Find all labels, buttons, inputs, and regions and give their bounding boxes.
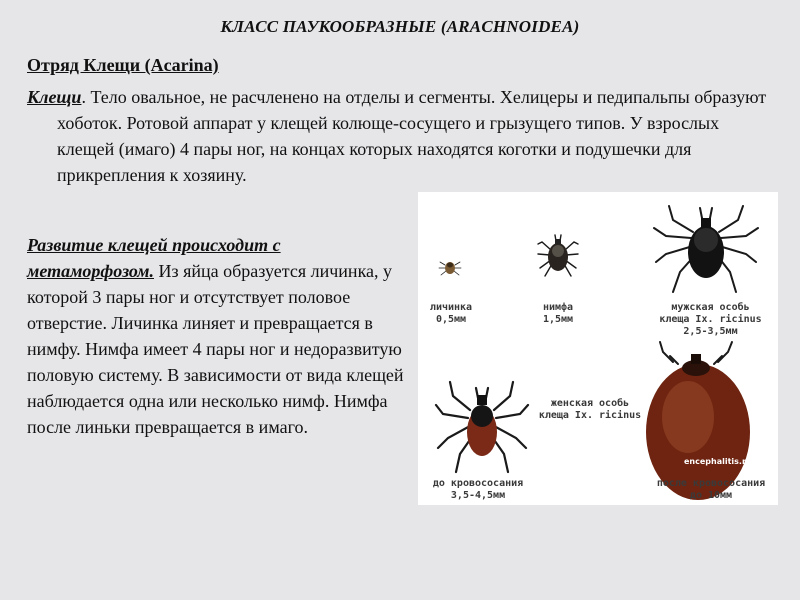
caption-nymph: нимфа 1,5мм — [542, 302, 574, 325]
watermark-text: encephalitis.ru — [684, 457, 752, 466]
tick-stages-figure — [418, 192, 778, 505]
caption-male: мужская особь клеща Ix. ricinus 2,5-3,5мм — [659, 302, 762, 337]
caption-before-feeding: до кровососания 3,5-4,5мм — [432, 478, 524, 501]
development-paragraph — [27, 232, 407, 440]
caption-larva: личинка 0,5мм — [429, 302, 473, 325]
intro-text: Тело овальное, не расчленено на отделы и сегменты. Хелицеры и педипальпы образуют хоботок. Ротовой аппарат у клещей колюще-сосущего и грызущего типов. У взрослых клещей (имаго) 4 пары ног, на концах которых находятся коготки и подушечки для прикрепления к хозяину. — [57, 87, 767, 185]
caption-after-feeding: после кровососания до 10мм — [656, 478, 766, 501]
development-text: Из яйца образуется личинка, у которой 3 пары ног и отсутствует половое отверстие. Личинка линяет и превращается в нимфу. Нимфа имеет 4 пары ног и недоразвитую половую систему. В зависимости от вида клещей наблюдается одна или несколько нимф. Нимфа после линьки превращается в имаго. — [27, 261, 404, 437]
caption-female: женская особь клеща Ix. ricinus — [538, 398, 642, 421]
term-ticks: Клещи — [27, 87, 82, 107]
intro-paragraph — [27, 84, 777, 188]
slide-title: КЛАСС ПАУКООБРАЗНЫЕ (ARACHNOIDEA) — [220, 17, 580, 36]
order-heading: Отряд Клещи (Acarina) — [27, 55, 219, 75]
term-dot: . — [81, 87, 86, 107]
development-lead: Развитие клещей происходит с метаморфозом. — [27, 235, 281, 281]
